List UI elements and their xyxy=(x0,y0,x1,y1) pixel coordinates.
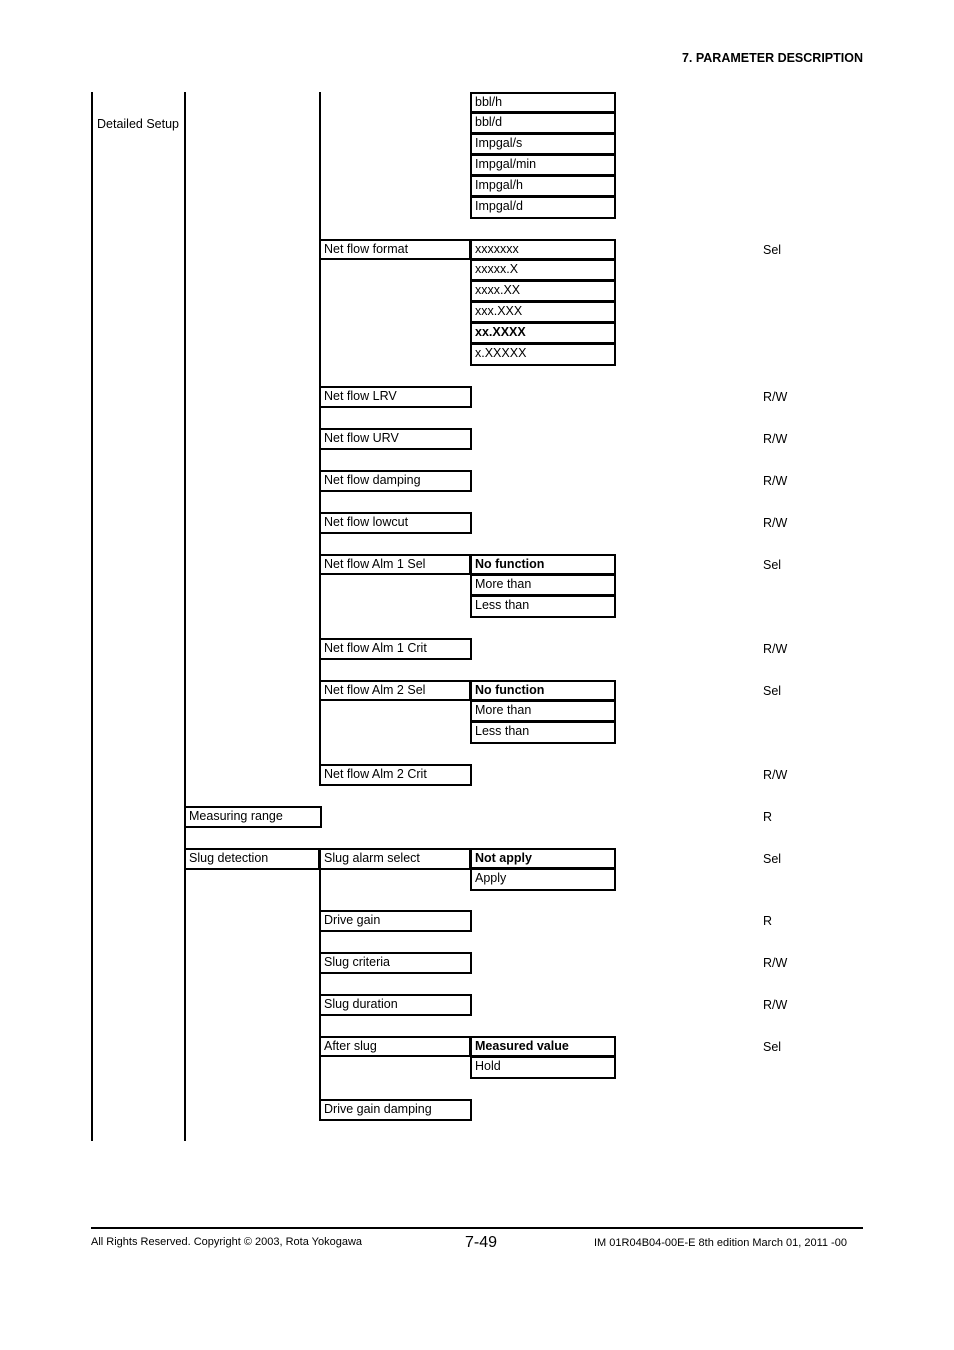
access-label: R/W xyxy=(763,642,788,656)
access-label: R/W xyxy=(763,768,788,782)
tree-line-level2 xyxy=(184,92,186,1141)
unit-option[interactable]: bbl/h xyxy=(470,92,616,113)
unit-option[interactable]: Impgal/h xyxy=(470,176,616,197)
net-flow-format-option[interactable]: x.XXXXX xyxy=(470,344,616,366)
net-flow-alm2-sel-item[interactable]: Net flow Alm 2 Sel xyxy=(319,680,471,701)
net-flow-lrv-item[interactable]: Net flow LRV xyxy=(319,386,472,408)
access-label: Sel xyxy=(763,558,782,572)
slug-alarm-option-default[interactable]: Not apply xyxy=(470,848,616,869)
alm2-option[interactable]: More than xyxy=(470,701,616,722)
alm2-option-default[interactable]: No function xyxy=(470,680,616,701)
tree-line-level3-lower xyxy=(319,848,321,1121)
drive-gain-item[interactable]: Drive gain xyxy=(319,910,472,932)
access-label: R/W xyxy=(763,432,788,446)
after-slug-option-default[interactable]: Measured value xyxy=(470,1036,616,1057)
alm1-option-default[interactable]: No function xyxy=(470,554,616,575)
access-label: R/W xyxy=(763,474,788,488)
net-flow-alm1-sel-item[interactable]: Net flow Alm 1 Sel xyxy=(319,554,471,575)
net-flow-alm1-crit-item[interactable]: Net flow Alm 1 Crit xyxy=(319,638,472,660)
detailed-setup-label: Detailed Setup xyxy=(97,117,180,131)
unit-option[interactable]: bbl/d xyxy=(470,113,616,134)
drive-gain-damping-item[interactable]: Drive gain damping xyxy=(319,1099,472,1121)
net-flow-format-option[interactable]: xxxxx.X xyxy=(470,260,616,281)
access-label: R/W xyxy=(763,390,788,404)
tree-line-level1 xyxy=(91,92,93,1141)
unit-option[interactable]: Impgal/s xyxy=(470,134,616,155)
net-flow-format-option[interactable]: xxx.XXX xyxy=(470,302,616,323)
access-label: R/W xyxy=(763,516,788,530)
slug-duration-item[interactable]: Slug duration xyxy=(319,994,472,1016)
document-id: IM 01R04B04-00E-E 8th edition March 01, 2011 -00 xyxy=(594,1237,847,1249)
net-flow-damping-item[interactable]: Net flow damping xyxy=(319,470,472,492)
access-label: R/W xyxy=(763,956,788,970)
net-flow-format-option[interactable]: xxxx.XX xyxy=(470,281,616,302)
unit-option[interactable]: Impgal/d xyxy=(470,197,616,219)
section-title: 7. PARAMETER DESCRIPTION xyxy=(681,51,863,65)
net-flow-format-option-default[interactable]: xx.XXXX xyxy=(470,323,616,344)
copyright-text: All Rights Reserved. Copyright © 2003, Rota Yokogawa xyxy=(91,1236,363,1248)
net-flow-alm2-crit-item[interactable]: Net flow Alm 2 Crit xyxy=(319,764,472,786)
access-label: Sel xyxy=(763,684,782,698)
slug-alarm-select-item[interactable]: Slug alarm select xyxy=(319,848,471,870)
alm1-option[interactable]: More than xyxy=(470,575,616,596)
access-label: Sel xyxy=(763,852,782,866)
net-flow-lowcut-item[interactable]: Net flow lowcut xyxy=(319,512,472,534)
measuring-range-item[interactable]: Measuring range xyxy=(184,806,322,828)
footer-rule xyxy=(91,1227,863,1229)
net-flow-urv-item[interactable]: Net flow URV xyxy=(319,428,472,450)
net-flow-format-option[interactable]: xxxxxxx xyxy=(470,239,616,260)
slug-criteria-item[interactable]: Slug criteria xyxy=(319,952,472,974)
access-label: R xyxy=(763,810,773,824)
after-slug-option[interactable]: Hold xyxy=(470,1057,616,1079)
net-flow-format-item[interactable]: Net flow format xyxy=(319,239,471,260)
access-label: Sel xyxy=(763,243,782,257)
unit-option[interactable]: Impgal/min xyxy=(470,155,616,176)
access-label: R/W xyxy=(763,998,788,1012)
after-slug-item[interactable]: After slug xyxy=(319,1036,471,1057)
alm2-option[interactable]: Less than xyxy=(470,722,616,744)
alm1-option[interactable]: Less than xyxy=(470,596,616,618)
slug-detection-item[interactable]: Slug detection xyxy=(184,848,320,870)
access-label: R xyxy=(763,914,773,928)
access-label: Sel xyxy=(763,1040,782,1054)
page-number: 7-49 xyxy=(465,1234,498,1251)
slug-alarm-option[interactable]: Apply xyxy=(470,869,616,891)
